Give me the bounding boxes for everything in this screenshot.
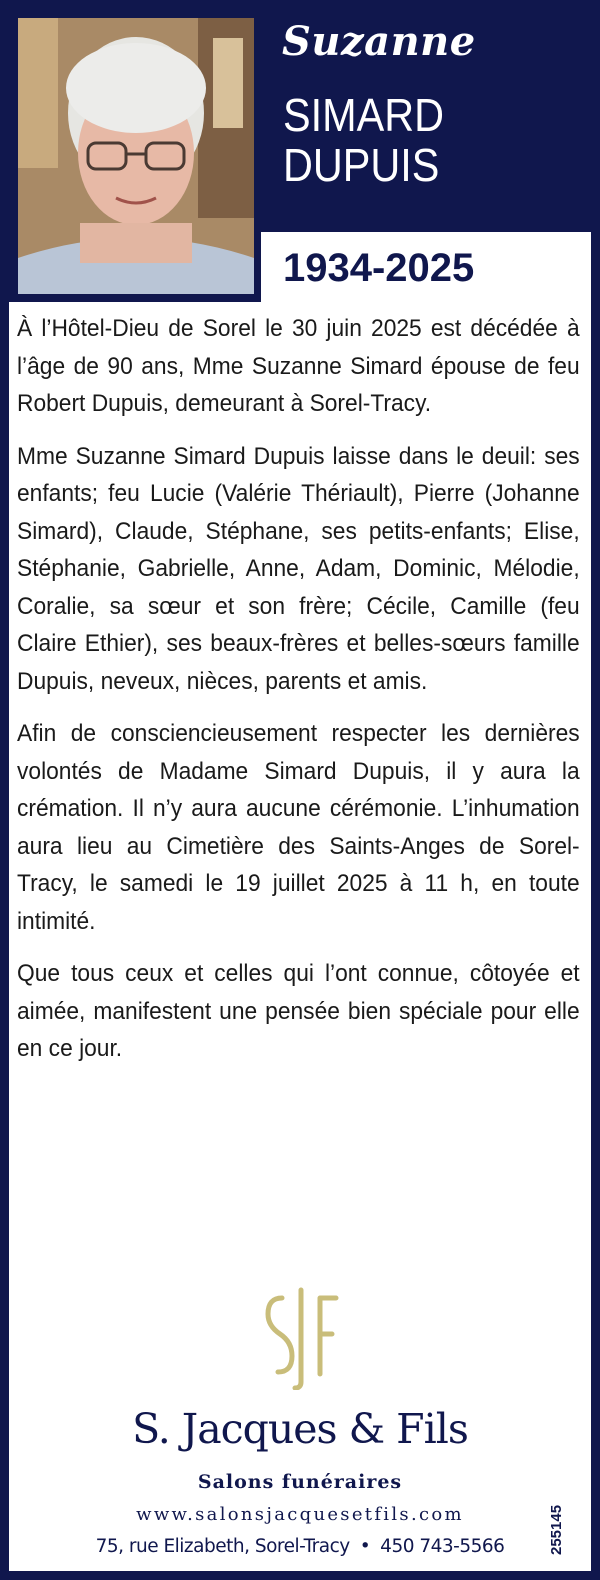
website-link[interactable]: www.salonsjacquesetfils.com — [136, 1504, 464, 1525]
life-years: 1934-2025 — [283, 246, 475, 290]
paragraph-family: Mme Suzanne Simard Dupuis laisse dans le deuil: ses enfants; feu Lucie (Valérie Thériault), Pierre (Johanne Simard), Claude, Stéphane, ses petits-enfants; Elise, Stéphanie, Gabrielle, Anne, Adam, Dominic, Mélodie, Coralie, sa sœur et son frère; Cécile, Camille (feu Claire Ethier), ses beaux-frères et belles-sœurs famille Dupuis, neveux, nièces, parents et amis. — [17, 442, 580, 695]
last-name-line-2: DUPUIS — [283, 139, 440, 191]
reference-number: 255145 — [548, 1504, 565, 1555]
funeral-home-name: S. Jacques & Fils — [132, 1405, 468, 1453]
address: 75, rue Elizabeth, Sorel-Tracy — [95, 1536, 350, 1557]
sjf-monogram-logo — [262, 1286, 340, 1390]
contact-line — [0, 1536, 600, 1557]
phone-number[interactable]: 450 743-5566 — [380, 1536, 505, 1557]
obituary-text — [17, 310, 580, 1083]
paragraph-death: À l’Hôtel-Dieu de Sorel le 30 juin 2025 est décédée à l’âge de 90 ans, Mme Suzanne Simard épouse de feu Robert Dupuis, demeurant à Sorel-Tracy. — [17, 315, 580, 417]
paragraph-closing: Que tous ceux et celles qui l’ont connue, côtoyée et aimée, manifestent une pensée bien spéciale pour elle en ce jour. — [17, 960, 580, 1062]
paragraph-arrangements: Afin de consciencieusement respecter les dernières volontés de Madame Simard Dupuis, il y aura la crémation. Il n’y aura aucune cérémonie. L’inhumation aura lieu au Cimetière des Saints-Anges de Sorel-Tracy, le samedi le 19 juillet 2025 à 11 h, en toute intimité. — [17, 720, 580, 935]
portrait-photo — [18, 18, 254, 294]
last-name-line-1: SIMARD — [283, 89, 445, 141]
first-name: Suzanne — [282, 18, 476, 65]
funeral-home-subtitle: Salons funéraires — [197, 1471, 403, 1493]
separator-dot: • — [359, 1536, 371, 1557]
